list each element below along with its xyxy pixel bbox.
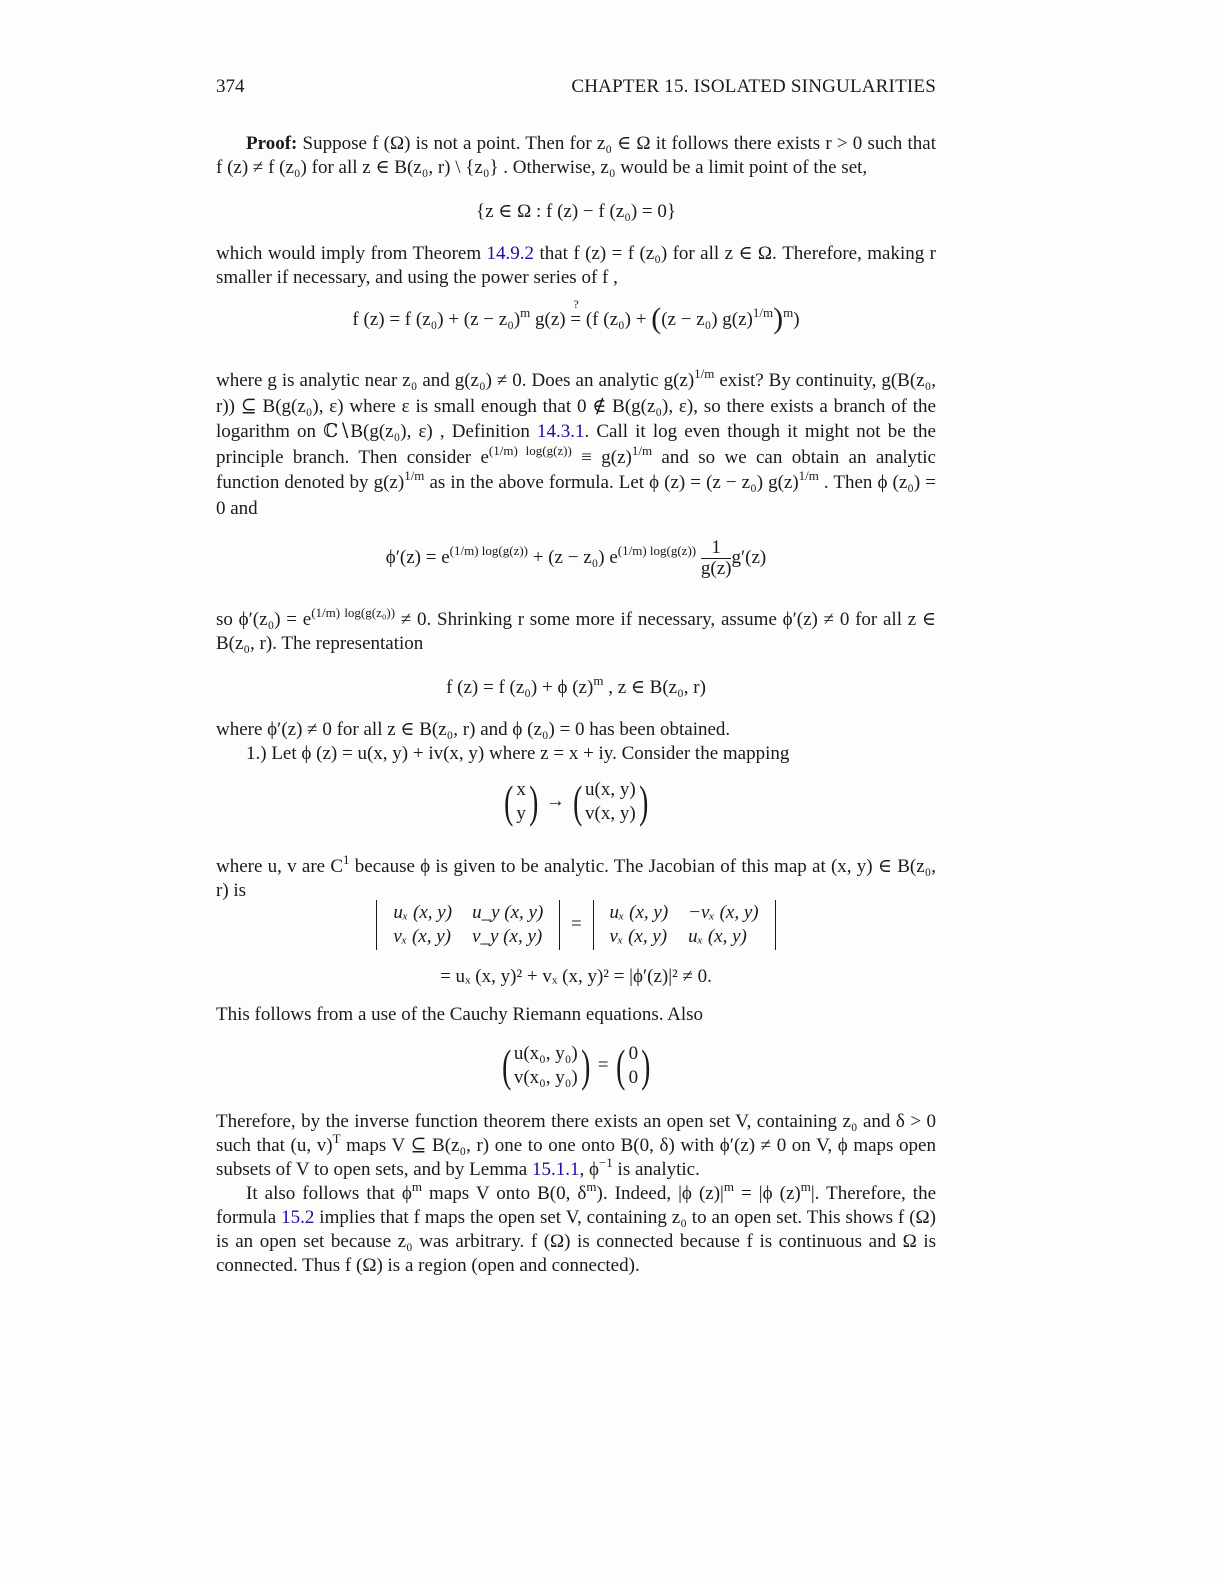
denominator: g(z) — [700, 558, 732, 579]
exp-1m: 1/m — [631, 442, 653, 458]
exp-1m: 1/m — [798, 468, 819, 483]
paragraph-proof-intro — [216, 132, 936, 180]
vec-y: y — [516, 803, 526, 824]
exp-log: (1/m) log(g(z)) — [617, 542, 697, 558]
equation-mapping: ( x y ) → ( u(x, y) v(x, y) ) — [504, 776, 648, 827]
matrix-row — [600, 925, 769, 949]
text-run: Therefore, by the inverse function theorem there exists an open set V, containing z₀ and δ > 0 such that (u, v) — [216, 1111, 936, 1156]
text-run: maps V onto B(0, δ — [422, 1183, 587, 1204]
text-run: and so we can obtain an analytic function denoted by g(z) — [216, 446, 936, 493]
text-run: Suppose f (Ω) is not a point. Then for z₀ ∈ Ω it follows there exists r > 0 such that f (z) ≠ f (z₀) for all z ∈ B(z₀, r) \ {z₀} . Otherwise, z₀ would be a limit point of the set, — [216, 133, 936, 178]
eq-sign: = — [570, 309, 582, 330]
proof-label: Proof: — [246, 133, 298, 154]
matrix-cell: v_y (x, y) — [472, 926, 543, 947]
matrix-cell: −vₓ (x, y) — [688, 902, 759, 923]
exp-m: m — [520, 305, 531, 320]
matrix-cell: u_y (x, y) — [472, 902, 544, 923]
text-run: . Then ϕ (z₀) = 0 and — [216, 472, 936, 519]
text-run: . Call it log even though it might not be the principle branch. Then consider e — [216, 421, 936, 468]
eq-part: g′(z) — [731, 546, 767, 568]
text-run: , ϕ — [579, 1159, 599, 1180]
vec-v0: v(x₀, y₀) — [513, 1067, 578, 1088]
equation-zero-set: {z ∈ Ω : f (z) − f (z₀) = 0} — [475, 201, 677, 222]
text-run: ≡ g(z) — [571, 446, 632, 468]
paragraph-obtained — [216, 718, 936, 766]
theorem-link[interactable]: 14.9.2 — [486, 243, 535, 264]
text-run: as in the above formula. Let ϕ (z) = (z − z₀) g(z) — [424, 472, 799, 493]
exp-1: 1 — [343, 852, 350, 867]
matrix-cell: uₓ (x, y) — [609, 902, 669, 923]
arrow: → — [545, 790, 565, 812]
exp-1m: 1/m — [752, 305, 774, 320]
vector-uv — [585, 778, 636, 826]
equation-jacobian — [216, 900, 936, 950]
paragraph-jacobian — [216, 852, 936, 903]
matrix-cell: uₓ (x, y) — [393, 902, 453, 923]
exp-m: m — [800, 1179, 811, 1194]
definition-link[interactable]: 14.3.1 — [536, 421, 585, 442]
jacobian-matrix — [383, 901, 553, 949]
eq-sign: = — [571, 913, 582, 935]
paragraph-shrinking — [216, 605, 936, 656]
text-run: where u, v are C — [216, 856, 344, 877]
text-run: maps V ⊆ B(z₀, r) one to one onto B(0, δ) with ϕ′(z) ≠ 0 on V, ϕ maps open subsets of V to open sets, and by Lemma — [216, 1135, 936, 1180]
text-run: so ϕ′(z₀) = e — [216, 609, 312, 630]
text-run: |. Therefore, the formula — [216, 1183, 937, 1228]
equation-jacobian-value: = uₓ (x, y)² + vₓ (x, y)² = |ϕ′(z)|² ≠ 0. — [440, 966, 712, 987]
page-header — [216, 76, 936, 102]
exp-T: T — [332, 1131, 341, 1146]
equation-derivative — [216, 538, 936, 579]
eq-part: (z − z₀) g(z) — [661, 309, 753, 330]
matrix-cell: vₓ (x, y) — [609, 926, 668, 947]
exp-m: m — [783, 305, 794, 320]
vec-zero: 0 — [628, 1043, 639, 1064]
paragraph-theorem-ref — [216, 242, 936, 290]
text-run: is analytic. — [612, 1159, 700, 1180]
eq-sign: = — [597, 1054, 609, 1076]
text-run: that f (z) = f (z₀) for all z ∈ Ω. Therefore, making r smaller if necessary, and using the power series of f , — [216, 243, 936, 288]
paragraph-branch-log — [216, 368, 936, 521]
question-mark: ? — [573, 297, 579, 311]
vec-x: x — [516, 779, 526, 800]
text-run: It also follows that ϕ — [246, 1183, 412, 1204]
exp-m: m — [723, 1179, 734, 1194]
exp-log: (1/m) log(g(z)) — [449, 542, 529, 558]
fraction — [701, 538, 732, 579]
exp-1m: 1/m — [694, 366, 715, 381]
exp-m: m — [593, 673, 604, 688]
matrix-cell: vₓ (x, y) — [393, 926, 451, 947]
eq-part: + (z − z₀) e — [528, 546, 618, 568]
matrix-row — [383, 901, 553, 925]
paragraph-inverse-function — [216, 1110, 936, 1278]
text-run: ≠ 0. Shrinking r some more if necessary, assume ϕ′(z) ≠ 0 for all z ∈ B(z₀, r). The representation — [216, 609, 936, 654]
eq-part: (f (z₀) + — [581, 309, 652, 330]
equation-base-point: ( u(x₀, y₀) v(x₀, y₀) ) = ( 0 0 ) — [501, 1040, 651, 1091]
formula-link[interactable]: 15.2 — [281, 1207, 315, 1228]
text-run: 1.) Let ϕ (z) = u(x, y) + iv(x, y) where z = x + iy. Consider the mapping — [246, 743, 790, 764]
text-run: implies that f maps the open set V, containing z₀ to an open set. This shows f (Ω) is an open set because z₀ was arbitrary. f (Ω) is connected because f is continuous and Ω is connected. Thus f (Ω) is a region (open and connected). — [216, 1207, 936, 1276]
text-run: because ϕ is given to be analytic. The Jacobian of this map at (x, y) ∈ B(z₀, r) is — [216, 856, 936, 901]
text-run: ). Indeed, |ϕ (z)| — [596, 1183, 724, 1204]
vec-u: u(x, y) — [585, 779, 636, 800]
text-run: which would imply from Theorem — [216, 243, 487, 264]
vector-u0v0 — [514, 1042, 578, 1090]
eq-part: , z ∈ B(z₀, r) — [603, 677, 706, 698]
lemma-link[interactable]: 15.1.1 — [531, 1159, 580, 1180]
vector-zero — [629, 1042, 639, 1090]
exp-1m: 1/m — [404, 468, 425, 483]
vec-v: v(x, y) — [585, 803, 636, 824]
text-run: = |ϕ (z) — [733, 1183, 801, 1204]
equation-power-series: f (z) = f $(z_0) + (z - z_0)^m$ g(z) ? = (f (z₀) + ((z − z₀) $g(z)^{1/m})^m$) — [352, 297, 800, 335]
exp-m: m — [411, 1179, 423, 1194]
page-number: 374 — [216, 76, 245, 97]
text-run: This follows from a use of the Cauchy Riemann equations. Also — [216, 1004, 704, 1025]
matrix-cell: uₓ (x, y) — [688, 926, 747, 947]
equation-representation — [216, 673, 936, 699]
paragraph-cauchy-riemann — [216, 1003, 936, 1027]
vec-u0: u(x₀, y₀) — [513, 1043, 578, 1064]
text-run: exist? By continuity, g(B(z₀, r)) ⊆ B(g(z₀), ε) where ε is small enough that 0 ∉ B(g(z₀), ε), so there exists a branch of the logarithm on ℂ∖B(g(z₀), ε) , Definition — [216, 370, 936, 442]
exp-log0: (1/m) log(g(z₀)) — [311, 605, 396, 620]
matrix-row — [600, 901, 769, 925]
text-run: where ϕ′(z) ≠ 0 for all z ∈ B(z₀, r) and ϕ (z₀) = 0 has been obtained. — [216, 719, 731, 740]
jacobian-matrix-cr — [600, 901, 769, 949]
exp-log: (1/m) log(g(z)) — [488, 442, 572, 458]
eq-part: f (z) = f (z₀) + (z − z₀) — [352, 309, 521, 330]
exp-minus1: −1 — [598, 1155, 613, 1170]
text-run: where g is analytic near z₀ and g(z₀) ≠ 0. Does an analytic g(z) — [216, 370, 695, 391]
eq-part: g(z) — [530, 309, 571, 330]
running-title: CHAPTER 15. ISOLATED SINGULARITIES — [571, 76, 936, 97]
eq-part: f (z) = f (z₀) + ϕ (z) — [446, 677, 594, 698]
vec-zero: 0 — [628, 1067, 639, 1088]
numerator: 1 — [701, 538, 732, 559]
eq-part: ϕ′(z) = e — [385, 546, 450, 568]
matrix-row — [383, 925, 553, 949]
vector-xy — [516, 778, 526, 826]
exp-m: m — [586, 1179, 597, 1194]
